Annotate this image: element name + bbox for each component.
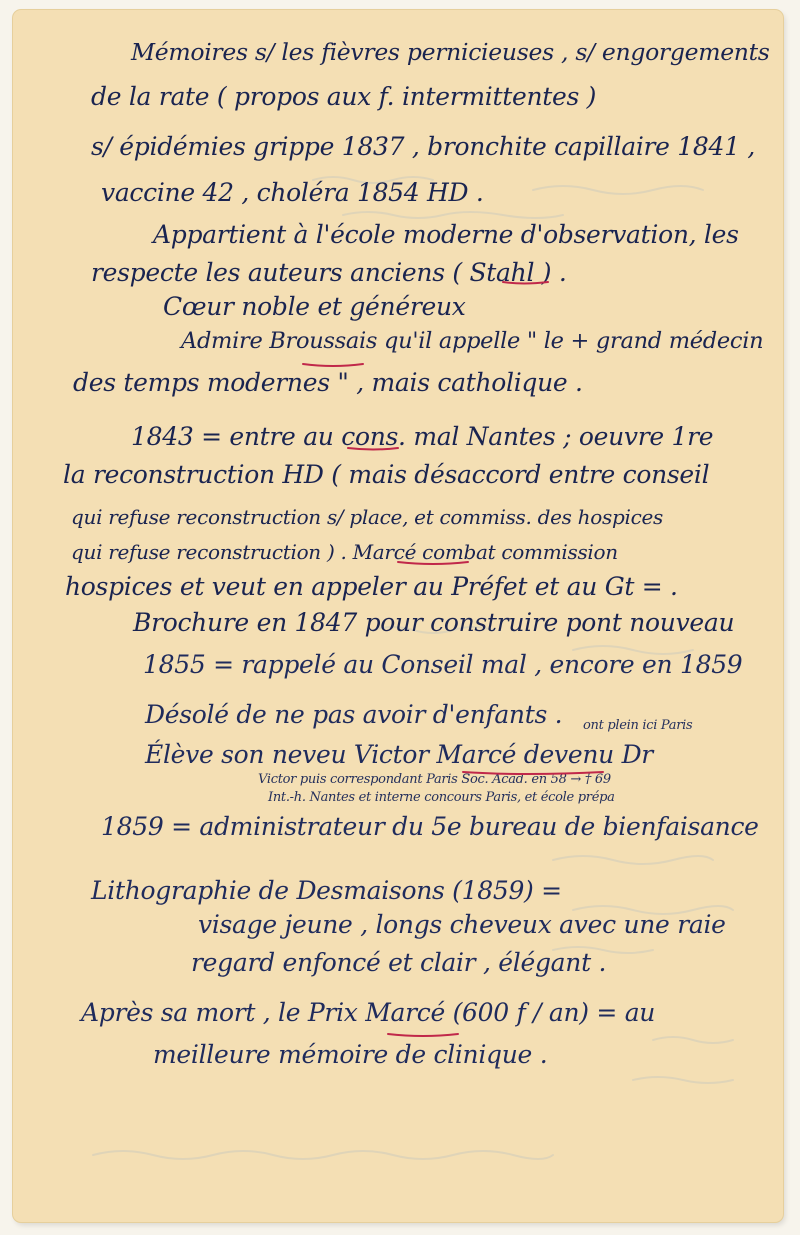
- note-line-8: Admire Broussais qu'il appelle " le + grand médecin: [181, 328, 764, 354]
- note-line-2: de la rate ( propos aux f. intermittentes ): [91, 82, 597, 111]
- note-line-13: qui refuse reconstruction ) . Marcé combat commission: [71, 540, 618, 564]
- note-line-6: respecte les auteurs anciens ( Stahl ) .: [91, 258, 567, 287]
- note-line-19: Victor puis correspondant Paris Soc. Acad. en 58 → † 69: [258, 772, 611, 787]
- note-line-10: 1843 = entre au cons. mal Nantes ; oeuvre 1re: [131, 422, 714, 451]
- note-line-21: Lithographie de Desmaisons (1859) =: [91, 876, 562, 905]
- note-line-3: s/ épidémies grippe 1837 , bronchite capillaire 1841 ,: [91, 132, 756, 161]
- marginal-note-1: ont plein ici Paris: [583, 718, 693, 733]
- note-line-7: Cœur noble et généreux: [163, 292, 466, 321]
- note-line-18: Élève son neveu Victor Marcé devenu Dr: [145, 740, 653, 769]
- note-line-15: Brochure en 1847 pour construire pont nouveau: [133, 608, 735, 637]
- note-line-1: Mémoires s/ les fièvres pernicieuses , s/ engorgements: [131, 38, 770, 66]
- note-line-12: qui refuse reconstruction s/ place, et commiss. des hospices: [71, 505, 663, 529]
- note-line-16: 1855 = rappelé au Conseil mal , encore en 1859: [143, 650, 743, 679]
- note-card: [13, 10, 783, 1222]
- marginal-note-2: Int.-h. Nantes et interne concours Paris, et école prépa: [268, 790, 615, 805]
- note-line-4: vaccine 42 , choléra 1854 HD .: [101, 178, 484, 207]
- note-line-5: Appartient à l'école moderne d'observation, les: [153, 220, 739, 249]
- note-line-20: 1859 = administrateur du 5e bureau de bienfaisance: [101, 812, 759, 841]
- note-line-17: Désolé de ne pas avoir d'enfants .: [145, 700, 563, 729]
- note-line-25: meilleure mémoire de clinique .: [153, 1040, 548, 1069]
- note-line-11: la reconstruction HD ( mais désaccord entre conseil: [63, 460, 710, 489]
- note-line-14: hospices et veut en appeler au Préfet et au Gt = .: [65, 572, 678, 601]
- note-line-23: regard enfoncé et clair , élégant .: [191, 948, 607, 977]
- note-line-9: des temps modernes " , mais catholique .: [73, 368, 583, 397]
- note-line-22: visage jeune , longs cheveux avec une raie: [198, 910, 726, 939]
- note-line-24: Après sa mort , le Prix Marcé (600 f / an) = au: [81, 998, 656, 1027]
